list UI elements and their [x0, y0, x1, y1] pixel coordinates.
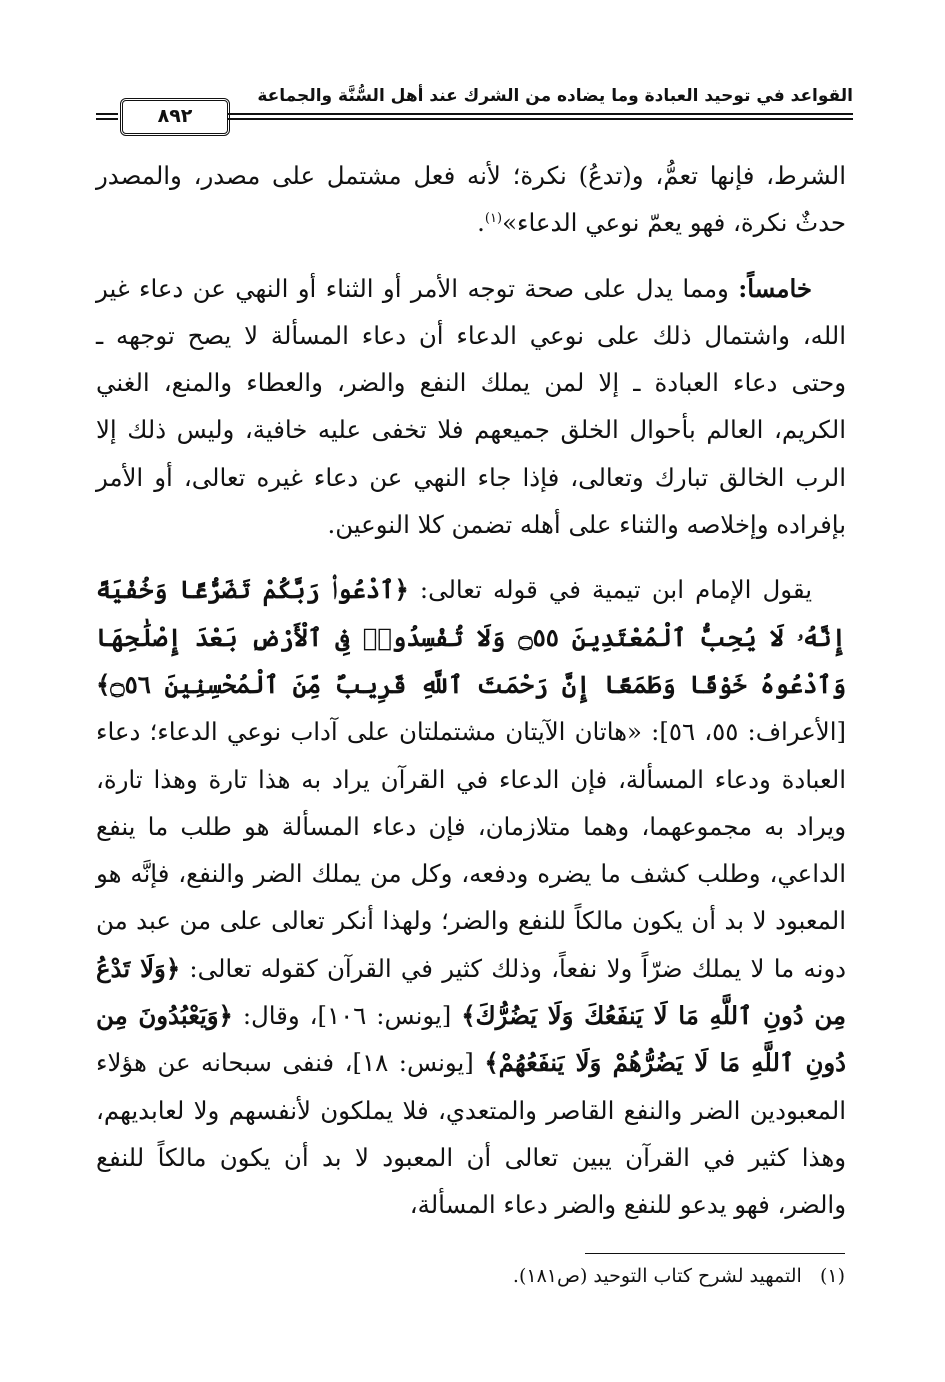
- page-body: [96, 152, 846, 1229]
- quote-text: فنفى سبحانه عن هؤلاء المعبودين الضر والنفع القاصر والمتعدي، فلا يملكون لأنفسهم ولا لعابديهم، وهذا كثير في القرآن يبين تعالى أن المعبود لا بد أن يكون مالكاً للنفع والضر، فهو يدعو للنفع والضر دعاء المسألة،: [96, 1048, 846, 1220]
- header-rule: [96, 113, 118, 115]
- paragraph-lead: خامساً:: [738, 273, 812, 303]
- running-title: القواعد في توحيد العبادة وما يضاده من الشرك عند أهل السُّنَّة والجماعة: [257, 86, 853, 106]
- page-header: [96, 78, 853, 130]
- header-rule: [228, 118, 853, 120]
- quran-verse: ﴿وَلَا تَدْعُ مِن دُونِ ٱللَّهِ مَا لَا يَنفَعُكَ وَلَا يَضُرُّكَ﴾: [96, 953, 846, 1031]
- page-number: ٨٩٢: [120, 98, 230, 136]
- footnote-reference: (١): [484, 211, 503, 227]
- paragraph-text: ومما يدل على صحة توجه الأمر أو الثناء أو النهي عن دعاء غير الله، واشتمال ذلك على نوعي الدعاء أن دعاء المسألة لا يصح توجهه ـ وحتى دعاء العبادة ـ إلا لمن يملك النفع والضر، والعطاء والمنع، الغني الكريم، العالم بأحوال الخلق جميعهم فلا تخفى عليه خافية، وليس ذلك إلا الرب الخالق تبارك وتعالى، فإذا جاء النهي عن دعاء غيره تعالى، أو الأمر بإفراده وإخلاصه والثناء على أهله تضمن كلا النوعين.: [96, 273, 846, 540]
- paragraph-continuation: [96, 152, 846, 247]
- quote-text: «هاتان الآيتان مشتملتان على آداب نوعي الدعاء؛ دعاء العبادة ودعاء المسألة، فإن الدعاء في القرآن يراد به هذا تارة وهذا تارة، ويراد به مجموعهما، وهما متلازمان، فإن دعاء المسألة هو طلب ما ينفع الداعي، وطلب كشف ما يضره ودفعه، وكل من يملك الضر والنفع، فإنَّه هو المعبود لا بد أن يكون مالكاً للنفع والضر؛ ولهذا أنكر تعالى على من عبد من دونه ما لا يملك ضرّاً ولا نفعاً، وذلك كثير في القرآن كقوله تعالى:: [96, 717, 847, 983]
- footnote-separator: [585, 1253, 845, 1254]
- footnote: [100, 1263, 845, 1289]
- quran-verse: ﴿وَيَعْبُدُونَ مِن دُونِ ٱللَّهِ مَا لَا يَضُرُّهُمْ وَلَا يَنفَعُهُمْ﴾: [96, 1001, 846, 1078]
- verse-reference: [يونس: ١٠٦]، وقال:: [242, 1001, 452, 1031]
- quran-verse: ﴿ٱدْعُوا۟ رَبَّكُمْ تَضَرُّعًا وَخُفْيَةً إِنَّهُۥ لَا يُحِبُّ ٱلْمُعْتَدِينَ ۝٥٥ وَلَا تُفْسِدُوا۟ فِى ٱلْأَرْضِ بَعْدَ إِصْلَٰحِهَا وَٱدْعُوهُ خَوْفًا وَطَمَعًا إِنَّ رَحْمَتَ ٱللَّهِ قَرِيبٌ مِّنَ ٱلْمُحْسِنِينَ ۝٥٦﴾: [96, 575, 846, 699]
- paragraph-text: الشرط، فإنها تعمُّ، و(تدعُ) نكرة؛ لأنه فعل مشتمل على مصدر، والمصدر حدثٌ نكرة، فهو يعمّ نوعي الدعاء»: [96, 161, 846, 238]
- quote-intro: يقول الإمام ابن تيمية في قوله تعالى:: [419, 575, 812, 605]
- footnote-marker: (١): [819, 1265, 845, 1287]
- paragraph-fifth: [96, 265, 846, 549]
- header-rule: [228, 113, 853, 115]
- verse-reference: [يونس: ١٨]،: [344, 1048, 474, 1078]
- verse-reference: [الأعراف: ٥٥، ٥٦]:: [651, 717, 846, 747]
- paragraph-quote: [96, 566, 846, 1228]
- header-rule: [96, 118, 118, 120]
- paragraph-text-end: .: [477, 208, 485, 238]
- footnote-text: التمهيد لشرح كتاب التوحيد (ص١٨١).: [512, 1265, 802, 1287]
